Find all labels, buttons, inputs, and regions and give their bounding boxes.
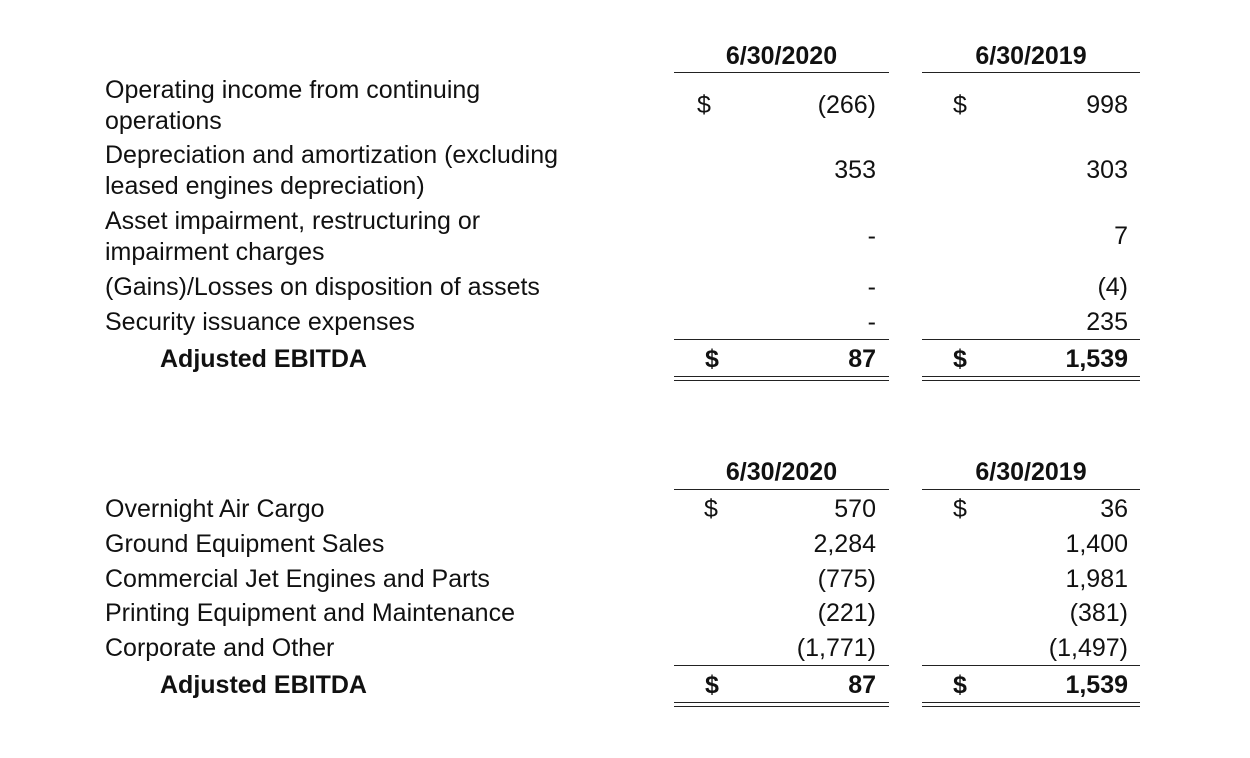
currency-symbol: $ — [704, 495, 718, 523]
value-2019: (4) — [1097, 273, 1128, 301]
value-2020: (1,771) — [796, 634, 876, 662]
row-label: Security issuance expenses — [105, 308, 415, 336]
value-2020: - — [867, 308, 876, 336]
total-2020: 87 — [848, 345, 876, 373]
table2-header-2019: 6/30/2019 — [975, 458, 1087, 486]
table2-header-rule-2020 — [674, 489, 889, 490]
total-label: Adjusted EBITDA — [160, 671, 367, 699]
subtotal-rule-2019 — [922, 339, 1140, 340]
row-label: Commercial Jet Engines and Parts — [105, 565, 490, 593]
value-2020: - — [867, 222, 876, 250]
currency-symbol: $ — [953, 671, 967, 699]
total-2019: 1,539 — [1065, 345, 1128, 373]
row-label: Operating income from continuing — [105, 76, 481, 104]
value-2019: 303 — [1086, 156, 1128, 184]
value-2019: (381) — [1069, 599, 1128, 627]
currency-symbol: $ — [953, 345, 967, 373]
total-double-rule-2019 — [922, 376, 1140, 381]
row-label: Corporate and Other — [105, 634, 335, 662]
row-label: Ground Equipment Sales — [105, 530, 385, 558]
currency-symbol: $ — [705, 345, 719, 373]
row-label: (Gains)/Losses on disposition of assets — [105, 273, 540, 301]
table2-header-rule-2019 — [922, 489, 1140, 490]
value-2020: - — [867, 273, 876, 301]
currency-symbol: $ — [953, 495, 967, 523]
currency-symbol: $ — [953, 91, 967, 119]
value-2020: 2,284 — [813, 530, 876, 558]
subtotal-rule-2020 — [674, 339, 889, 340]
row-label: operations — [105, 107, 222, 135]
value-2020: 570 — [834, 495, 876, 523]
row-label: Asset impairment, restructuring or — [105, 207, 481, 235]
table1-header-rule-2020 — [674, 72, 889, 73]
value-2019: 998 — [1086, 91, 1128, 119]
total-2019: 1,539 — [1065, 671, 1128, 699]
row-label: Printing Equipment and Maintenance — [105, 599, 515, 627]
row-label: Depreciation and amortization (excluding — [105, 141, 559, 169]
subtotal-rule-2019 — [922, 665, 1140, 666]
value-2019: 1,400 — [1065, 530, 1128, 558]
value-2019: (1,497) — [1048, 634, 1128, 662]
table1-header-2020: 6/30/2020 — [725, 42, 838, 70]
row-label: leased engines depreciation) — [105, 172, 425, 200]
value-2019: 36 — [1100, 495, 1128, 523]
subtotal-rule-2020 — [674, 665, 889, 666]
row-label: impairment charges — [105, 238, 325, 266]
table2-header-2020: 6/30/2020 — [725, 458, 838, 486]
value-2020: (221) — [817, 599, 876, 627]
value-2019: 235 — [1086, 308, 1128, 336]
row-label: Overnight Air Cargo — [105, 495, 325, 523]
total-double-rule-2020 — [674, 376, 889, 381]
currency-symbol: $ — [697, 91, 711, 119]
value-2019: 1,981 — [1065, 565, 1128, 593]
value-2020: (775) — [817, 565, 876, 593]
currency-symbol: $ — [705, 671, 719, 699]
value-2019: 7 — [1114, 222, 1128, 250]
table1-header-2019: 6/30/2019 — [975, 42, 1087, 70]
total-double-rule-2019 — [922, 702, 1140, 707]
value-2020: (266) — [817, 91, 876, 119]
total-double-rule-2020 — [674, 702, 889, 707]
total-label: Adjusted EBITDA — [160, 345, 367, 373]
table1-header-rule-2019 — [922, 72, 1140, 73]
total-2020: 87 — [848, 671, 876, 699]
value-2020: 353 — [834, 156, 876, 184]
